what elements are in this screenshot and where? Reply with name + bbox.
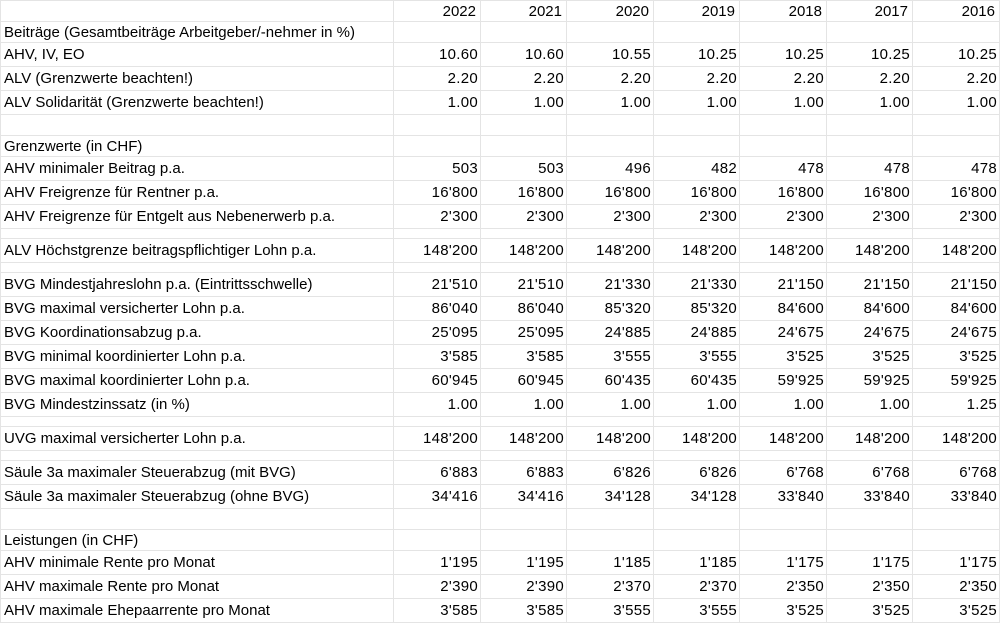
- row-label[interactable]: BVG Mindestzinssatz (in %): [1, 393, 394, 417]
- value-cell[interactable]: 16'800: [827, 181, 913, 205]
- table-row: [1, 369, 1000, 393]
- value-cell[interactable]: 148'200: [394, 427, 481, 451]
- value-cell[interactable]: 1.00: [567, 393, 654, 417]
- value-cell[interactable]: 21'510: [394, 273, 481, 297]
- table-row: [1, 181, 1000, 205]
- empty-cell[interactable]: [481, 417, 567, 427]
- table-row: [1, 321, 1000, 345]
- empty-cell[interactable]: [567, 417, 654, 427]
- value-cell[interactable]: 2.20: [394, 67, 481, 91]
- empty-cell[interactable]: [481, 263, 567, 273]
- row-label[interactable]: AHV minimale Rente pro Monat: [1, 551, 394, 575]
- table-row: [1, 157, 1000, 181]
- empty-cell[interactable]: [740, 22, 827, 43]
- empty-cell[interactable]: [1, 115, 394, 136]
- value-cell[interactable]: 3'585: [481, 345, 567, 369]
- value-cell[interactable]: 1.00: [913, 91, 1000, 115]
- value-cell[interactable]: 60'945: [394, 369, 481, 393]
- value-cell[interactable]: 3'585: [394, 345, 481, 369]
- value-cell[interactable]: 1'185: [654, 551, 740, 575]
- value-cell[interactable]: 1.00: [394, 91, 481, 115]
- value-cell[interactable]: 16'800: [654, 181, 740, 205]
- row-label[interactable]: ALV (Grenzwerte beachten!): [1, 67, 394, 91]
- empty-cell[interactable]: [913, 115, 1000, 136]
- empty-cell[interactable]: [567, 136, 654, 157]
- empty-cell[interactable]: [654, 451, 740, 461]
- header-year-cell[interactable]: 2019: [654, 1, 740, 22]
- value-cell[interactable]: 10.60: [481, 43, 567, 67]
- value-cell[interactable]: 3'525: [913, 345, 1000, 369]
- value-cell[interactable]: 148'200: [827, 239, 913, 263]
- empty-cell[interactable]: [913, 451, 1000, 461]
- value-cell[interactable]: 21'150: [913, 273, 1000, 297]
- header-row: [1, 1, 1000, 22]
- value-cell[interactable]: 85'320: [654, 297, 740, 321]
- value-cell[interactable]: 25'095: [394, 321, 481, 345]
- value-cell[interactable]: 1.00: [827, 91, 913, 115]
- row-label[interactable]: BVG Mindestjahreslohn p.a. (Eintrittsschwelle): [1, 273, 394, 297]
- empty-cell[interactable]: [654, 115, 740, 136]
- value-cell[interactable]: 3'555: [654, 345, 740, 369]
- row-label[interactable]: BVG maximal versicherter Lohn p.a.: [1, 297, 394, 321]
- value-cell[interactable]: 148'200: [394, 239, 481, 263]
- value-cell[interactable]: 2'300: [394, 205, 481, 229]
- value-cell[interactable]: 478: [740, 157, 827, 181]
- empty-cell[interactable]: [1, 263, 394, 273]
- empty-cell[interactable]: [481, 530, 567, 551]
- empty-cell[interactable]: [481, 229, 567, 239]
- empty-cell[interactable]: [913, 136, 1000, 157]
- value-cell[interactable]: 60'945: [481, 369, 567, 393]
- table-row: [1, 239, 1000, 263]
- empty-cell[interactable]: [394, 115, 481, 136]
- value-cell[interactable]: 6'768: [913, 461, 1000, 485]
- empty-cell[interactable]: [827, 263, 913, 273]
- header-year-cell[interactable]: 2022: [394, 1, 481, 22]
- empty-cell[interactable]: [913, 229, 1000, 239]
- value-cell[interactable]: 148'200: [567, 427, 654, 451]
- value-cell[interactable]: 2'370: [654, 575, 740, 599]
- empty-cell[interactable]: [654, 22, 740, 43]
- value-cell[interactable]: 10.25: [827, 43, 913, 67]
- empty-cell[interactable]: [567, 451, 654, 461]
- value-cell[interactable]: 2'300: [567, 205, 654, 229]
- value-cell[interactable]: 84'600: [740, 297, 827, 321]
- section-title[interactable]: Grenzwerte (in CHF): [1, 136, 394, 157]
- empty-cell[interactable]: [567, 263, 654, 273]
- value-cell[interactable]: 2'300: [827, 205, 913, 229]
- value-cell[interactable]: 3'585: [481, 599, 567, 623]
- table-row: [1, 575, 1000, 599]
- value-cell[interactable]: 10.55: [567, 43, 654, 67]
- value-cell[interactable]: 1'185: [567, 551, 654, 575]
- table-row: [1, 461, 1000, 485]
- value-cell[interactable]: 24'675: [740, 321, 827, 345]
- value-cell[interactable]: 2.20: [913, 67, 1000, 91]
- value-cell[interactable]: 3'585: [394, 599, 481, 623]
- spacer-row: [1, 509, 1000, 530]
- section-title[interactable]: Beiträge (Gesamtbeiträge Arbeitgeber/-nehmer in %): [1, 22, 394, 43]
- value-cell[interactable]: 1.00: [827, 393, 913, 417]
- value-cell[interactable]: 1'175: [827, 551, 913, 575]
- section-title[interactable]: Leistungen (in CHF): [1, 530, 394, 551]
- value-cell[interactable]: 21'510: [481, 273, 567, 297]
- value-cell[interactable]: 86'040: [394, 297, 481, 321]
- spacer-row: [1, 263, 1000, 273]
- value-cell[interactable]: 478: [827, 157, 913, 181]
- empty-cell[interactable]: [394, 530, 481, 551]
- empty-cell[interactable]: [654, 530, 740, 551]
- empty-cell[interactable]: [740, 530, 827, 551]
- empty-cell[interactable]: [827, 115, 913, 136]
- value-cell[interactable]: 2'350: [827, 575, 913, 599]
- value-cell[interactable]: 2'390: [481, 575, 567, 599]
- value-cell[interactable]: 33'840: [827, 485, 913, 509]
- header-year-cell[interactable]: 2021: [481, 1, 567, 22]
- header-year-cell[interactable]: 2020: [567, 1, 654, 22]
- empty-cell[interactable]: [394, 22, 481, 43]
- value-cell[interactable]: 2'350: [740, 575, 827, 599]
- empty-cell[interactable]: [567, 115, 654, 136]
- value-cell[interactable]: 2.20: [740, 67, 827, 91]
- table-row: [1, 485, 1000, 509]
- header-label-cell[interactable]: [1, 1, 394, 22]
- value-cell[interactable]: 1'175: [740, 551, 827, 575]
- empty-cell[interactable]: [654, 136, 740, 157]
- row-label[interactable]: BVG minimal koordinierter Lohn p.a.: [1, 345, 394, 369]
- value-cell[interactable]: 148'200: [913, 239, 1000, 263]
- empty-cell[interactable]: [827, 530, 913, 551]
- value-cell[interactable]: 503: [481, 157, 567, 181]
- empty-cell[interactable]: [654, 263, 740, 273]
- table-row: [1, 273, 1000, 297]
- empty-cell[interactable]: [481, 136, 567, 157]
- empty-cell[interactable]: [827, 451, 913, 461]
- empty-cell[interactable]: [654, 417, 740, 427]
- empty-cell[interactable]: [394, 417, 481, 427]
- row-label[interactable]: UVG maximal versicherter Lohn p.a.: [1, 427, 394, 451]
- spacer-row: [1, 229, 1000, 239]
- empty-cell[interactable]: [567, 22, 654, 43]
- value-cell[interactable]: 59'925: [827, 369, 913, 393]
- value-cell[interactable]: 59'925: [740, 369, 827, 393]
- row-label[interactable]: AHV maximale Ehepaarrente pro Monat: [1, 599, 394, 623]
- row-label[interactable]: AHV maximale Rente pro Monat: [1, 575, 394, 599]
- value-cell[interactable]: 86'040: [481, 297, 567, 321]
- value-cell[interactable]: 10.25: [740, 43, 827, 67]
- table-row: [1, 67, 1000, 91]
- value-cell[interactable]: 2.20: [481, 67, 567, 91]
- value-cell[interactable]: 10.60: [394, 43, 481, 67]
- value-cell[interactable]: 2'300: [654, 205, 740, 229]
- value-cell[interactable]: 34'128: [567, 485, 654, 509]
- value-cell[interactable]: 16'800: [481, 181, 567, 205]
- table-row: [1, 43, 1000, 67]
- value-cell[interactable]: 34'128: [654, 485, 740, 509]
- row-label[interactable]: AHV minimaler Beitrag p.a.: [1, 157, 394, 181]
- value-cell[interactable]: 3'555: [567, 345, 654, 369]
- empty-cell[interactable]: [827, 22, 913, 43]
- value-cell[interactable]: 6'826: [654, 461, 740, 485]
- value-cell[interactable]: 24'885: [567, 321, 654, 345]
- table-row: [1, 427, 1000, 451]
- value-cell[interactable]: 10.25: [913, 43, 1000, 67]
- value-cell[interactable]: 10.25: [654, 43, 740, 67]
- value-cell[interactable]: 1'195: [481, 551, 567, 575]
- value-cell[interactable]: 1.00: [740, 393, 827, 417]
- row-label[interactable]: Säule 3a maximaler Steuerabzug (ohne BVG): [1, 485, 394, 509]
- value-cell[interactable]: 148'200: [567, 239, 654, 263]
- value-cell[interactable]: 1.00: [654, 91, 740, 115]
- empty-cell[interactable]: [1, 451, 394, 461]
- empty-cell[interactable]: [394, 136, 481, 157]
- empty-cell[interactable]: [827, 229, 913, 239]
- header-year-cell[interactable]: 2016: [913, 1, 1000, 22]
- value-cell[interactable]: 24'675: [827, 321, 913, 345]
- header-year-cell[interactable]: 2017: [827, 1, 913, 22]
- empty-cell[interactable]: [913, 530, 1000, 551]
- row-label[interactable]: ALV Höchstgrenze beitragspflichtiger Lohn p.a.: [1, 239, 394, 263]
- row-label[interactable]: AHV, IV, EO: [1, 43, 394, 67]
- value-cell[interactable]: 482: [654, 157, 740, 181]
- empty-cell[interactable]: [740, 451, 827, 461]
- value-cell[interactable]: 60'435: [567, 369, 654, 393]
- empty-cell[interactable]: [1, 509, 394, 530]
- empty-cell[interactable]: [740, 229, 827, 239]
- value-cell[interactable]: 2'300: [481, 205, 567, 229]
- empty-cell[interactable]: [394, 509, 481, 530]
- value-cell[interactable]: 1'175: [913, 551, 1000, 575]
- value-cell[interactable]: 1.00: [481, 91, 567, 115]
- value-cell[interactable]: 84'600: [913, 297, 1000, 321]
- empty-cell[interactable]: [1, 417, 394, 427]
- empty-cell[interactable]: [740, 136, 827, 157]
- value-cell[interactable]: 2'300: [913, 205, 1000, 229]
- section-header-row: [1, 22, 1000, 43]
- empty-cell[interactable]: [827, 136, 913, 157]
- value-cell[interactable]: 148'200: [654, 239, 740, 263]
- value-cell[interactable]: 1.00: [394, 393, 481, 417]
- row-label[interactable]: AHV Freigrenze für Rentner p.a.: [1, 181, 394, 205]
- value-cell[interactable]: 1.00: [654, 393, 740, 417]
- value-cell[interactable]: 2'370: [567, 575, 654, 599]
- value-cell[interactable]: 2'390: [394, 575, 481, 599]
- spacer-row: [1, 451, 1000, 461]
- empty-cell[interactable]: [394, 451, 481, 461]
- value-cell[interactable]: 6'768: [827, 461, 913, 485]
- value-cell[interactable]: 33'840: [740, 485, 827, 509]
- value-cell[interactable]: 148'200: [740, 427, 827, 451]
- value-cell[interactable]: 59'925: [913, 369, 1000, 393]
- empty-cell[interactable]: [1, 229, 394, 239]
- empty-cell[interactable]: [481, 115, 567, 136]
- empty-cell[interactable]: [913, 263, 1000, 273]
- value-cell[interactable]: 16'800: [394, 181, 481, 205]
- value-cell[interactable]: 3'525: [827, 599, 913, 623]
- value-cell[interactable]: 2'300: [740, 205, 827, 229]
- value-cell[interactable]: 34'416: [481, 485, 567, 509]
- value-cell[interactable]: 148'200: [481, 239, 567, 263]
- value-cell[interactable]: 3'555: [654, 599, 740, 623]
- empty-cell[interactable]: [481, 22, 567, 43]
- value-cell[interactable]: 16'800: [567, 181, 654, 205]
- value-cell[interactable]: 2.20: [654, 67, 740, 91]
- empty-cell[interactable]: [394, 263, 481, 273]
- value-cell[interactable]: 2'350: [913, 575, 1000, 599]
- empty-cell[interactable]: [827, 417, 913, 427]
- spacer-row: [1, 417, 1000, 427]
- value-cell[interactable]: 16'800: [913, 181, 1000, 205]
- value-cell[interactable]: 148'200: [481, 427, 567, 451]
- table-row: [1, 345, 1000, 369]
- value-cell[interactable]: 1.25: [913, 393, 1000, 417]
- value-cell[interactable]: 60'435: [654, 369, 740, 393]
- value-cell[interactable]: 6'768: [740, 461, 827, 485]
- empty-cell[interactable]: [913, 22, 1000, 43]
- row-label[interactable]: AHV Freigrenze für Entgelt aus Nebenerwerb p.a.: [1, 205, 394, 229]
- value-cell[interactable]: 3'525: [740, 599, 827, 623]
- value-cell[interactable]: 478: [913, 157, 1000, 181]
- empty-cell[interactable]: [567, 509, 654, 530]
- value-cell[interactable]: 3'525: [740, 345, 827, 369]
- row-label[interactable]: BVG maximal koordinierter Lohn p.a.: [1, 369, 394, 393]
- table-row: [1, 91, 1000, 115]
- value-cell[interactable]: 2.20: [827, 67, 913, 91]
- value-cell[interactable]: 1.00: [740, 91, 827, 115]
- value-cell[interactable]: 25'095: [481, 321, 567, 345]
- section-header-row: [1, 530, 1000, 551]
- value-cell[interactable]: 3'555: [567, 599, 654, 623]
- empty-cell[interactable]: [481, 451, 567, 461]
- value-cell[interactable]: 503: [394, 157, 481, 181]
- value-cell[interactable]: 21'150: [740, 273, 827, 297]
- value-cell[interactable]: 1'195: [394, 551, 481, 575]
- value-cell[interactable]: 16'800: [740, 181, 827, 205]
- value-cell[interactable]: 3'525: [827, 345, 913, 369]
- empty-cell[interactable]: [913, 417, 1000, 427]
- value-cell[interactable]: 6'883: [481, 461, 567, 485]
- empty-cell[interactable]: [654, 229, 740, 239]
- empty-cell[interactable]: [740, 115, 827, 136]
- value-cell[interactable]: 6'826: [567, 461, 654, 485]
- value-cell[interactable]: 24'675: [913, 321, 1000, 345]
- value-cell[interactable]: 148'200: [740, 239, 827, 263]
- value-cell[interactable]: 21'330: [654, 273, 740, 297]
- row-label[interactable]: Säule 3a maximaler Steuerabzug (mit BVG): [1, 461, 394, 485]
- value-cell[interactable]: 21'330: [567, 273, 654, 297]
- value-cell[interactable]: 1.00: [567, 91, 654, 115]
- value-cell[interactable]: 3'525: [913, 599, 1000, 623]
- value-cell[interactable]: 21'150: [827, 273, 913, 297]
- table-body: [1, 22, 1000, 623]
- row-label[interactable]: BVG Koordinationsabzug p.a.: [1, 321, 394, 345]
- value-cell[interactable]: 84'600: [827, 297, 913, 321]
- table-row: [1, 551, 1000, 575]
- empty-cell[interactable]: [567, 229, 654, 239]
- empty-cell[interactable]: [740, 417, 827, 427]
- value-cell[interactable]: 85'320: [567, 297, 654, 321]
- value-cell[interactable]: 148'200: [654, 427, 740, 451]
- empty-cell[interactable]: [481, 509, 567, 530]
- header-year-cell[interactable]: 2018: [740, 1, 827, 22]
- value-cell[interactable]: 496: [567, 157, 654, 181]
- table-row: [1, 297, 1000, 321]
- empty-cell[interactable]: [740, 263, 827, 273]
- empty-cell[interactable]: [394, 229, 481, 239]
- value-cell[interactable]: 24'885: [654, 321, 740, 345]
- value-cell[interactable]: 34'416: [394, 485, 481, 509]
- value-cell[interactable]: 33'840: [913, 485, 1000, 509]
- table-row: [1, 393, 1000, 417]
- empty-cell[interactable]: [913, 509, 1000, 530]
- empty-cell[interactable]: [827, 509, 913, 530]
- value-cell[interactable]: 6'883: [394, 461, 481, 485]
- value-cell[interactable]: 148'200: [827, 427, 913, 451]
- spacer-row: [1, 115, 1000, 136]
- row-label[interactable]: ALV Solidarität (Grenzwerte beachten!): [1, 91, 394, 115]
- section-header-row: [1, 136, 1000, 157]
- value-cell[interactable]: 148'200: [913, 427, 1000, 451]
- value-cell[interactable]: 1.00: [481, 393, 567, 417]
- empty-cell[interactable]: [654, 509, 740, 530]
- empty-cell[interactable]: [567, 530, 654, 551]
- value-cell[interactable]: 2.20: [567, 67, 654, 91]
- empty-cell[interactable]: [740, 509, 827, 530]
- table-row: [1, 205, 1000, 229]
